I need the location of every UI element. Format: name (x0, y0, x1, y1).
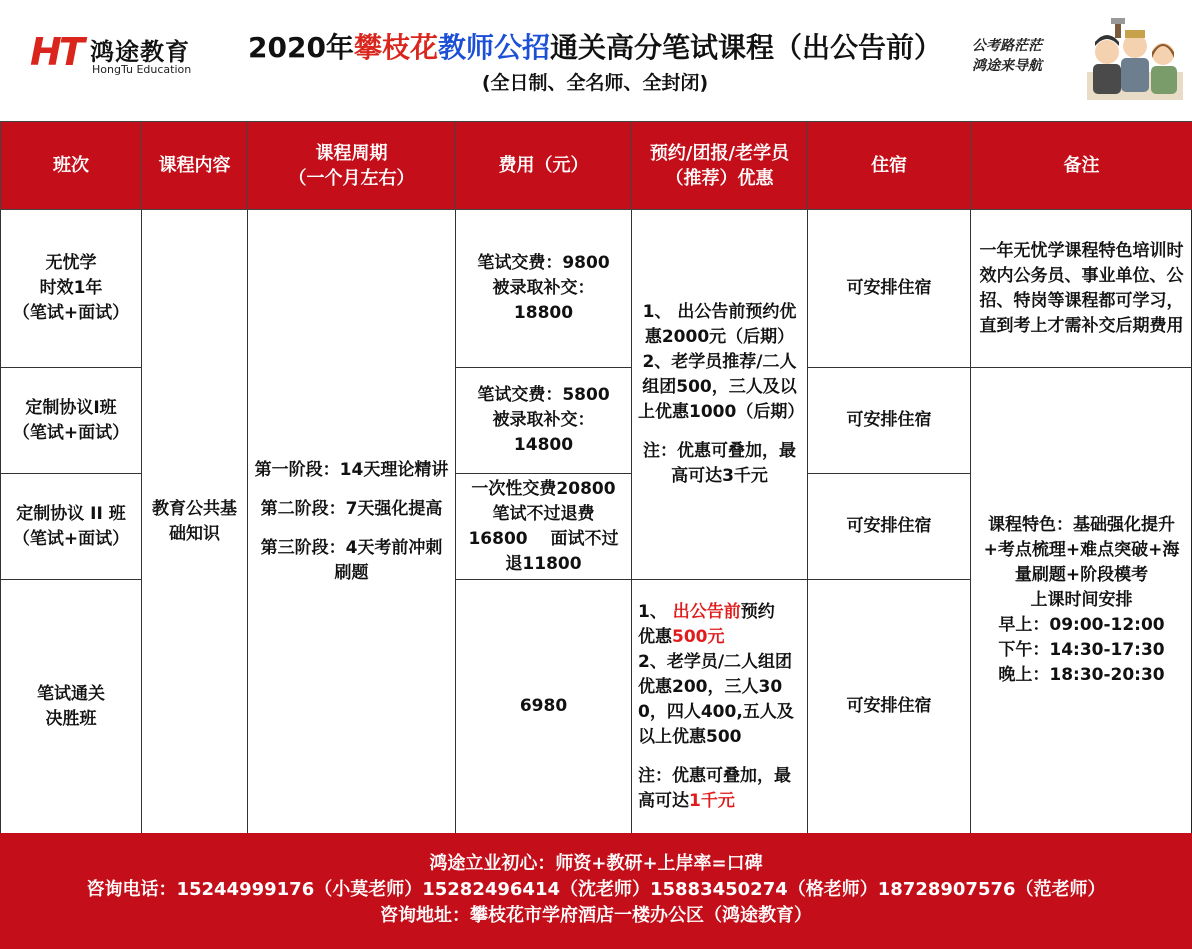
class-name-cell (1, 580, 142, 834)
schedule-afternoon: 下午：14:30-17:30 (998, 640, 1165, 660)
fee-cell (456, 368, 632, 474)
period-stage-3: 第三阶段：4天考前冲刺刷题 (260, 537, 443, 583)
fee-line: 笔试交费：9800 (477, 253, 610, 273)
header-stay: 住宿 (808, 122, 971, 210)
discount-b-note: 注：优惠可叠加，最高可达1千元 (638, 765, 791, 811)
period-stage-1: 第一阶段：14天理论精讲 (254, 459, 449, 480)
header-content: 课程内容 (142, 122, 248, 210)
header-period (248, 122, 456, 210)
fee-cell: 6980 (456, 580, 632, 834)
page-subtitle: (全日制、全名师、全封闭) (481, 72, 709, 94)
discount-b-item-1: 1、 出公告前预约 (638, 601, 775, 622)
stay-cell: 可安排住宿 (808, 580, 971, 834)
title-year: 2020年 (248, 31, 354, 64)
class-name-line: （笔试+面试） (12, 528, 130, 549)
schedule-title: 上课时间安排 (1030, 590, 1133, 610)
title-city: 攀枝花 (353, 31, 438, 64)
logo-chinese-name: 鸿途教育 (90, 38, 190, 66)
discount-a-item-2: 2、老学员推荐/二人组团500，三人及以上优惠1000（后期） (638, 352, 805, 422)
discount-cell-b (632, 580, 808, 834)
discount-a-item-1: 1、 出公告前预约优惠2000元（后期） (642, 302, 797, 347)
discount-a-note: 注：优惠可叠加，最高可达3千元 (643, 441, 796, 486)
fee-cell (456, 210, 632, 368)
class-name-line: 时效1年 (39, 278, 103, 298)
footer-motto: 鸿途立业初心：师资+教研+上岸率=口碑 (429, 853, 763, 874)
course-period-cell (248, 210, 456, 834)
cartoon-people-icon (1085, 16, 1185, 100)
discount-cell-a (632, 210, 808, 580)
class-name-cell (1, 210, 142, 368)
schedule-morning: 早上：09:00-12:00 (998, 615, 1165, 635)
slogan-line-2: 鸿途来导航 (972, 58, 1042, 74)
title-rest: 通关高分笔试课程（出公告前） (549, 31, 942, 64)
class-name-cell (1, 368, 142, 474)
class-name-line: 定制协议I班 (25, 397, 117, 418)
class-name-cell (1, 474, 142, 580)
highlight-text: 出公告前 (672, 601, 741, 622)
period-stage-2: 第二阶段：7天强化提高 (260, 498, 443, 519)
title-exam: 教师公招 (437, 31, 550, 64)
class-name-line: 决胜班 (45, 708, 97, 729)
fee-line: 被录取补交： (492, 278, 595, 298)
course-table (0, 121, 1192, 834)
course-content-cell: 教育公共基础知识 (142, 210, 248, 834)
class-name-line: （笔试+面试） (12, 422, 130, 443)
fee-line: 一次性交费20800 (471, 478, 616, 499)
highlight-text: 500元 (672, 626, 725, 647)
footer-phones: 咨询电话：15244999176（小莫老师）15282496414（沈老师）15883450274（格老师）18728907576（范老师） (86, 879, 1106, 900)
ht-logo-icon: HT (30, 30, 82, 74)
brand-logo (30, 30, 210, 80)
schedule-evening: 晚上：18:30-20:30 (998, 665, 1165, 685)
header-period-line-1: 课程周期 (315, 142, 388, 164)
footer (0, 833, 1192, 949)
slogan-line-1: 公考路茫茫 (972, 38, 1042, 54)
discount-b-item-1b: 优惠500元 (638, 626, 725, 647)
header-discount-line-2: （推荐）优惠 (665, 167, 774, 189)
class-name-line: （笔试+面试） (12, 303, 130, 323)
header (0, 0, 1192, 121)
page-title (230, 26, 960, 66)
table-row (1, 210, 1192, 368)
stay-cell: 可安排住宿 (808, 210, 971, 368)
header-discount (632, 122, 808, 210)
header-discount-line-1: 预约/团报/老学员 (649, 142, 790, 164)
header-remark: 备注 (971, 122, 1192, 210)
remark-cell-b (971, 368, 1192, 834)
class-name-line: 笔试通关 (37, 683, 105, 704)
fee-line: 被录取补交： (492, 410, 595, 430)
fee-cell (456, 474, 632, 580)
stay-cell: 可安排住宿 (808, 368, 971, 474)
highlight-text: 1千元 (689, 790, 735, 811)
fee-line: 16800 面试不过 (468, 528, 619, 549)
table-header-row (1, 122, 1192, 210)
header-period-line-2: （一个月左右） (288, 167, 415, 189)
logo-english-name: HongTu Education (92, 63, 192, 76)
fee-line: 笔试不过退费 (492, 503, 595, 524)
header-fee: 费用（元） (456, 122, 632, 210)
class-name-line: 定制协议 II 班 (16, 503, 126, 524)
class-name-line: 无忧学 (45, 253, 97, 273)
fee-line: 14800 (513, 435, 574, 455)
footer-address: 咨询地址：攀枝花市学府酒店一楼办公区（鸿途教育） (380, 905, 812, 926)
remark-cell-a: 一年无忧学课程特色培训时效内公务员、事业单位、公招、特岗等课程都可学习，直到考上才需补交后期费用 (971, 210, 1192, 368)
stay-cell: 可安排住宿 (808, 474, 971, 580)
header-class: 班次 (1, 122, 142, 210)
slogan (972, 36, 1082, 76)
fee-line: 18800 (513, 303, 574, 323)
discount-b-item-2: 2、老学员/二人组团优惠200，三人300，四人400,五人及以上优惠500 (638, 651, 794, 747)
fee-line: 笔试交费：5800 (477, 385, 610, 405)
fee-line: 退11800 (505, 553, 582, 574)
remark-features: 课程特色：基础强化提升+考点梳理+难点突破+海量刷题+阶段模考 (983, 515, 1180, 585)
